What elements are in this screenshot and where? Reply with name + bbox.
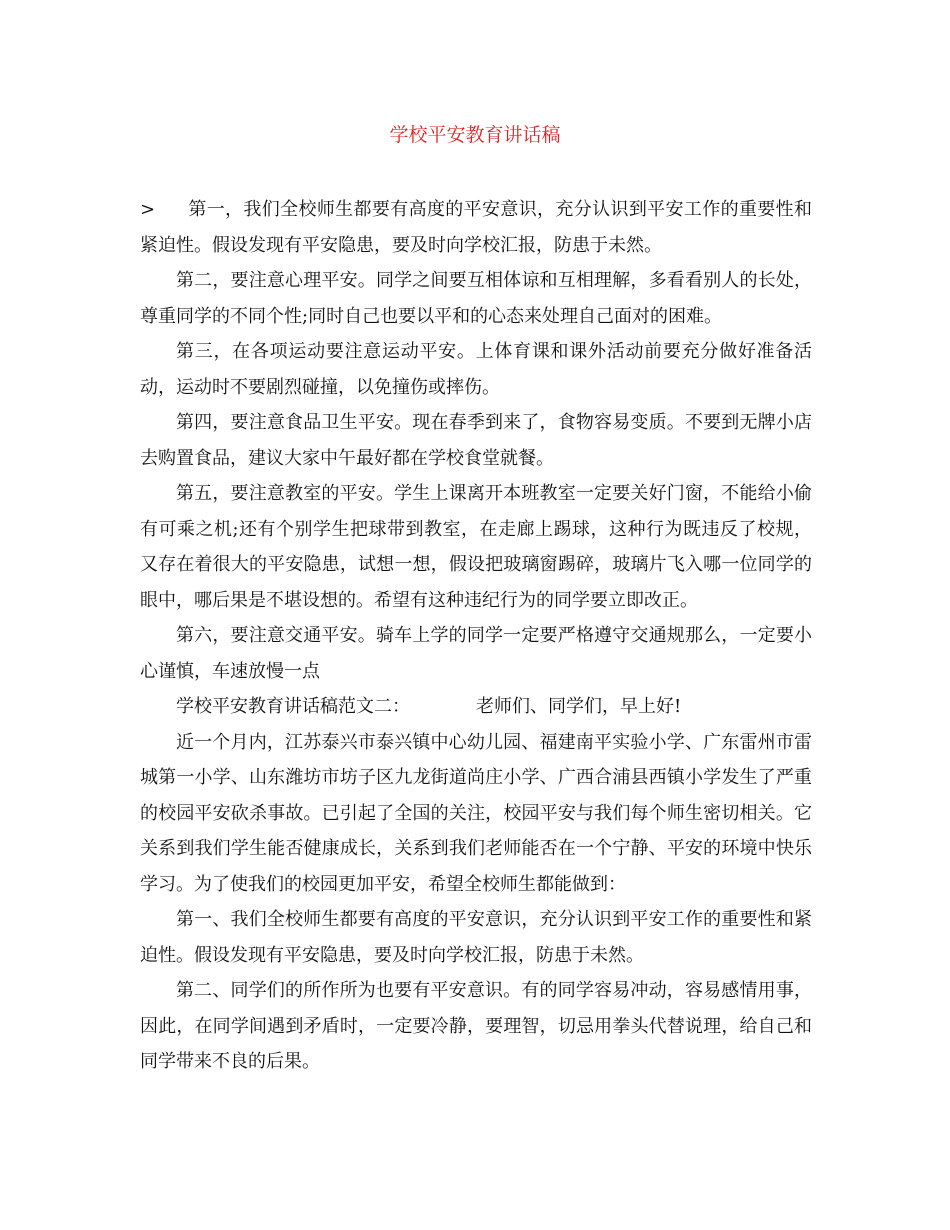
paragraph: 第二、同学们的所作所为也要有平安意识。有的同学容易冲动，容易感情用事，因此，在同学间遇到矛盾时，一定要冷静，要理智，切忌用拳头代替说理，给自己和同学带来不良的后果。 bbox=[140, 980, 812, 1072]
bullet-marker: > bbox=[140, 199, 156, 220]
paragraph: 近一个月内，江苏泰兴市泰兴镇中心幼儿园、福建南平实验小学、广东雷州市雷城第一小学、山东潍坊市坊子区九龙街道尚庄小学、广西合浦县西镇小学发生了严重的校园平安砍杀事故。已引起了全国的关注，校园平安与我们每个师生密切相关。它关系到我们学生能否健康成长，关系到我们老师能否在一个宁静、平安的环境中快乐学习。为了使我们的校园更加平安，希望全校师生都能做到： bbox=[140, 731, 812, 895]
paragraph: 第一、我们全校师生都要有高度的平安意识，充分认识到平安工作的重要性和紧迫性。假设发现有平安隐患，要及时向学校汇报，防患于未然。 bbox=[140, 909, 812, 966]
paragraph: 第四，要注意食品卫生平安。现在春季到来了，食物容易变质。不要到无牌小店去购置食品，建议大家中午最好都在学校食堂就餐。 bbox=[140, 412, 812, 469]
paragraph bbox=[140, 192, 812, 263]
sample-heading-line bbox=[140, 689, 812, 725]
paragraph: 第二，要注意心理平安。同学之间要互相体谅和互相理解，多看看别人的长处，尊重同学的不同个性;同时自己也要以平和的心态来处理自己面对的困难。 bbox=[140, 270, 812, 327]
greeting: 老师们、同学们，早上好! bbox=[476, 696, 682, 717]
paragraph: 第三，在各项运动要注意运动平安。上体育课和课外活动前要充分做好准备活动，运动时不要剧烈碰撞，以免撞伤或摔伤。 bbox=[140, 341, 812, 398]
paragraph: 第六，要注意交通平安。骑车上学的同学一定要严格遵守交通规那么，一定要小心谨慎，车速放慢一点 bbox=[140, 625, 812, 682]
paragraph: 第五，要注意教室的平安。学生上课离开本班教室一定要关好门窗，不能给小偷有可乘之机;还有个别学生把球带到教室，在走廊上踢球，这种行为既违反了校规，又存在着很大的平安隐患，试想一想，假设把玻璃窗踢碎，玻璃片飞入哪一位同学的眼中，哪后果是不堪设想的。希望有这种违纪行为的同学要立即改正。 bbox=[140, 483, 812, 611]
paragraph-text: 第一，我们全校师生都要有高度的平安意识，充分认识到平安工作的重要性和紧迫性。假设发现有平安隐患，要及时向学校汇报，防患于未然。 bbox=[140, 199, 812, 256]
document-title: 学校平安教育讲话稿 bbox=[389, 124, 561, 146]
document-body bbox=[140, 192, 812, 1080]
sample-heading: 学校平安教育讲话稿范文二： bbox=[176, 696, 410, 717]
